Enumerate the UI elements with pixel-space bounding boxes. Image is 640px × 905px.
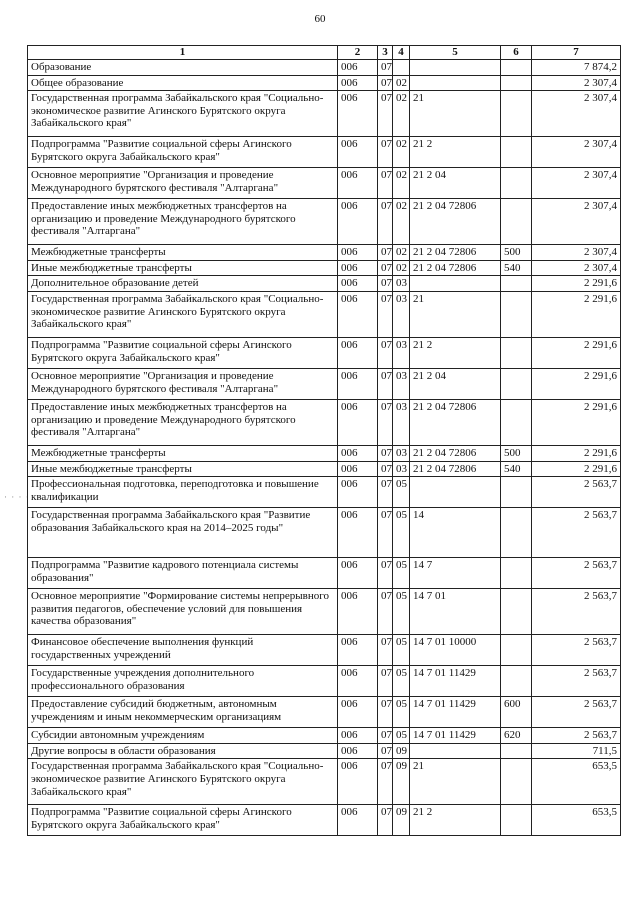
table-row xyxy=(28,137,621,168)
row-amount: 2 563,7 xyxy=(532,666,621,697)
row-code-4: 09 xyxy=(393,759,410,805)
row-name: Межбюджетные трансферты xyxy=(28,445,338,461)
row-code-5: 21 2 04 72806 xyxy=(410,461,501,477)
row-code-4: 05 xyxy=(393,697,410,728)
row-code-2: 006 xyxy=(338,759,378,805)
row-code-3: 07 xyxy=(378,728,393,744)
row-code-3: 07 xyxy=(378,91,393,137)
row-code-2: 006 xyxy=(338,399,378,445)
row-amount: 2 291,6 xyxy=(532,445,621,461)
row-code-5: 21 2 xyxy=(410,337,501,368)
row-code-2: 006 xyxy=(338,477,378,508)
row-amount: 2 563,7 xyxy=(532,558,621,589)
row-code-5 xyxy=(410,477,501,508)
row-code-6 xyxy=(501,91,532,137)
row-code-6 xyxy=(501,805,532,836)
row-code-4: 09 xyxy=(393,805,410,836)
row-amount: 653,5 xyxy=(532,805,621,836)
row-code-2: 006 xyxy=(338,508,378,558)
table-row xyxy=(28,260,621,276)
row-amount: 2 563,7 xyxy=(532,635,621,666)
row-code-4: 02 xyxy=(393,245,410,261)
row-code-2: 006 xyxy=(338,75,378,91)
row-code-4: 09 xyxy=(393,743,410,759)
row-code-5: 21 2 xyxy=(410,137,501,168)
table-row xyxy=(28,399,621,445)
row-code-3: 07 xyxy=(378,291,393,337)
row-code-5: 14 xyxy=(410,508,501,558)
table-row xyxy=(28,75,621,91)
row-code-4 xyxy=(393,60,410,76)
row-code-3: 07 xyxy=(378,697,393,728)
row-name: Финансовое обеспечение выполнения функций государственных учреждений xyxy=(28,635,338,666)
row-code-5 xyxy=(410,276,501,292)
row-code-3: 07 xyxy=(378,445,393,461)
margin-marks: · · · · xyxy=(4,492,30,502)
row-code-3: 07 xyxy=(378,558,393,589)
row-amount: 2 291,6 xyxy=(532,337,621,368)
col-header-2: 2 xyxy=(338,46,378,60)
row-code-5: 14 7 01 xyxy=(410,589,501,635)
table-row xyxy=(28,743,621,759)
table-row xyxy=(28,805,621,836)
row-amount: 2 291,6 xyxy=(532,276,621,292)
table-row xyxy=(28,337,621,368)
row-code-2: 006 xyxy=(338,589,378,635)
row-name: Предоставление иных межбюджетных трансфертов на организацию и проведение Международного бурятского фестиваля "Алтаргана" xyxy=(28,199,338,245)
row-name: Межбюджетные трансферты xyxy=(28,245,338,261)
row-code-6 xyxy=(501,276,532,292)
row-code-6 xyxy=(501,137,532,168)
row-code-6 xyxy=(501,508,532,558)
table-row xyxy=(28,477,621,508)
col-header-1: 1 xyxy=(28,46,338,60)
table-body xyxy=(28,60,621,836)
row-code-3: 07 xyxy=(378,260,393,276)
row-code-5: 21 xyxy=(410,291,501,337)
row-code-5: 21 2 04 72806 xyxy=(410,245,501,261)
row-code-6: 540 xyxy=(501,260,532,276)
row-amount: 2 307,4 xyxy=(532,245,621,261)
row-code-6 xyxy=(501,337,532,368)
row-code-3: 07 xyxy=(378,508,393,558)
row-code-4: 05 xyxy=(393,508,410,558)
row-amount: 2 563,7 xyxy=(532,508,621,558)
row-code-2: 006 xyxy=(338,60,378,76)
row-code-3: 07 xyxy=(378,759,393,805)
row-code-4: 03 xyxy=(393,445,410,461)
row-code-2: 006 xyxy=(338,743,378,759)
row-code-4: 02 xyxy=(393,260,410,276)
row-code-5 xyxy=(410,75,501,91)
col-header-7: 7 xyxy=(532,46,621,60)
row-code-2: 006 xyxy=(338,91,378,137)
row-code-5: 21 xyxy=(410,759,501,805)
table-row xyxy=(28,199,621,245)
row-amount: 7 874,2 xyxy=(532,60,621,76)
table-row xyxy=(28,558,621,589)
row-code-3: 07 xyxy=(378,461,393,477)
row-code-3: 07 xyxy=(378,743,393,759)
row-code-4: 05 xyxy=(393,589,410,635)
table-row xyxy=(28,60,621,76)
row-code-4: 02 xyxy=(393,199,410,245)
row-name: Профессиональная подготовка, переподготовка и повышение квалификации xyxy=(28,477,338,508)
row-code-6 xyxy=(501,666,532,697)
row-amount: 711,5 xyxy=(532,743,621,759)
row-code-5: 21 2 04 xyxy=(410,168,501,199)
row-amount: 2 291,6 xyxy=(532,399,621,445)
row-code-3: 07 xyxy=(378,75,393,91)
row-code-4: 05 xyxy=(393,666,410,697)
table-row xyxy=(28,635,621,666)
row-code-3: 07 xyxy=(378,368,393,399)
row-code-4: 03 xyxy=(393,461,410,477)
row-code-4: 05 xyxy=(393,728,410,744)
row-code-6 xyxy=(501,368,532,399)
table-row xyxy=(28,666,621,697)
row-code-5: 14 7 01 10000 xyxy=(410,635,501,666)
table-row xyxy=(28,759,621,805)
table-row xyxy=(28,445,621,461)
row-amount: 653,5 xyxy=(532,759,621,805)
row-amount: 2 307,4 xyxy=(532,137,621,168)
col-header-6: 6 xyxy=(501,46,532,60)
row-code-3: 07 xyxy=(378,137,393,168)
row-amount: 2 291,6 xyxy=(532,291,621,337)
table-row xyxy=(28,728,621,744)
row-name: Предоставление иных межбюджетных трансфертов на организацию и проведение Международного бурятского фестиваля "Алтаргана" xyxy=(28,399,338,445)
row-code-3: 07 xyxy=(378,635,393,666)
row-name: Государственная программа Забайкальского края "Социально-экономическое развитие Агинского Бурятского округа Забайкальского края" xyxy=(28,91,338,137)
row-amount: 2 307,4 xyxy=(532,75,621,91)
row-code-6 xyxy=(501,60,532,76)
row-code-4: 02 xyxy=(393,75,410,91)
row-code-6: 500 xyxy=(501,245,532,261)
table-row xyxy=(28,589,621,635)
row-code-6 xyxy=(501,743,532,759)
row-code-3: 07 xyxy=(378,399,393,445)
row-code-6 xyxy=(501,759,532,805)
row-code-4: 02 xyxy=(393,168,410,199)
row-code-2: 006 xyxy=(338,445,378,461)
row-code-5: 21 2 xyxy=(410,805,501,836)
row-name: Государственные учреждения дополнительного профессионального образования xyxy=(28,666,338,697)
row-code-4: 03 xyxy=(393,368,410,399)
row-code-6: 600 xyxy=(501,697,532,728)
row-name: Иные межбюджетные трансферты xyxy=(28,260,338,276)
row-amount: 2 307,4 xyxy=(532,168,621,199)
row-code-6 xyxy=(501,168,532,199)
row-amount: 2 563,7 xyxy=(532,728,621,744)
row-name: Подпрограмма "Развитие кадрового потенциала системы образования" xyxy=(28,558,338,589)
row-code-2: 006 xyxy=(338,291,378,337)
row-code-2: 006 xyxy=(338,337,378,368)
row-code-2: 006 xyxy=(338,260,378,276)
row-code-2: 006 xyxy=(338,697,378,728)
row-code-5: 14 7 01 11429 xyxy=(410,666,501,697)
row-code-5: 21 2 04 72806 xyxy=(410,445,501,461)
row-name: Основное мероприятие "Организация и проведение Международного бурятского фестиваля "Алтаргана" xyxy=(28,168,338,199)
row-code-3: 07 xyxy=(378,805,393,836)
row-code-6 xyxy=(501,589,532,635)
table-row xyxy=(28,368,621,399)
row-code-2: 006 xyxy=(338,635,378,666)
row-name: Общее образование xyxy=(28,75,338,91)
row-name: Подпрограмма "Развитие социальной сферы Агинского Бурятского округа Забайкальского края" xyxy=(28,805,338,836)
row-amount: 2 291,6 xyxy=(532,368,621,399)
row-name: Дополнительное образование детей xyxy=(28,276,338,292)
row-code-4: 02 xyxy=(393,91,410,137)
table-header-row xyxy=(28,46,621,60)
row-code-3: 07 xyxy=(378,337,393,368)
row-name: Образование xyxy=(28,60,338,76)
row-code-5: 21 2 04 72806 xyxy=(410,260,501,276)
row-code-4: 03 xyxy=(393,291,410,337)
row-code-4: 03 xyxy=(393,276,410,292)
row-name: Предоставление субсидий бюджетным, автономным учреждениям и иным некоммерческим организациям xyxy=(28,697,338,728)
row-code-3: 07 xyxy=(378,477,393,508)
row-code-5: 14 7 01 11429 xyxy=(410,728,501,744)
table-row xyxy=(28,461,621,477)
row-code-4: 03 xyxy=(393,337,410,368)
row-code-2: 006 xyxy=(338,558,378,589)
row-code-5: 14 7 xyxy=(410,558,501,589)
row-code-6: 620 xyxy=(501,728,532,744)
table-row xyxy=(28,291,621,337)
row-code-3: 07 xyxy=(378,60,393,76)
row-code-6 xyxy=(501,399,532,445)
row-amount: 2 307,4 xyxy=(532,91,621,137)
row-name: Государственная программа Забайкальского края "Социально-экономическое развитие Агинского Бурятского округа Забайкальского края" xyxy=(28,759,338,805)
row-code-6: 540 xyxy=(501,461,532,477)
row-name: Основное мероприятие "Организация и проведение Международного бурятского фестиваля "Алтаргана" xyxy=(28,368,338,399)
page-number: 60 xyxy=(314,13,326,25)
col-header-4: 4 xyxy=(393,46,410,60)
row-name: Подпрограмма "Развитие социальной сферы Агинского Бурятского округа Забайкальского края" xyxy=(28,337,338,368)
row-code-6 xyxy=(501,199,532,245)
row-code-2: 006 xyxy=(338,666,378,697)
row-name: Иные межбюджетные трансферты xyxy=(28,461,338,477)
budget-table xyxy=(27,45,621,836)
table-row xyxy=(28,508,621,558)
row-code-2: 006 xyxy=(338,368,378,399)
row-code-3: 07 xyxy=(378,589,393,635)
table-row xyxy=(28,168,621,199)
row-code-6 xyxy=(501,291,532,337)
table-row xyxy=(28,245,621,261)
row-name: Государственная программа Забайкальского края "Социально-экономическое развитие Агинского Бурятского округа Забайкальского края" xyxy=(28,291,338,337)
row-amount: 2 563,7 xyxy=(532,589,621,635)
row-code-5: 21 xyxy=(410,91,501,137)
row-code-6 xyxy=(501,635,532,666)
row-code-6: 500 xyxy=(501,445,532,461)
row-code-6 xyxy=(501,558,532,589)
row-code-3: 07 xyxy=(378,666,393,697)
row-name: Субсидии автономным учреждениям xyxy=(28,728,338,744)
row-amount: 2 307,4 xyxy=(532,260,621,276)
table-row xyxy=(28,697,621,728)
row-amount: 2 291,6 xyxy=(532,461,621,477)
row-code-6 xyxy=(501,75,532,91)
row-code-2: 006 xyxy=(338,461,378,477)
row-amount: 2 307,4 xyxy=(532,199,621,245)
row-code-5: 21 2 04 72806 xyxy=(410,399,501,445)
row-code-4: 05 xyxy=(393,477,410,508)
row-code-2: 006 xyxy=(338,805,378,836)
row-code-6 xyxy=(501,477,532,508)
row-code-3: 07 xyxy=(378,199,393,245)
row-name: Подпрограмма "Развитие социальной сферы Агинского Бурятского округа Забайкальского края" xyxy=(28,137,338,168)
row-name: Государственная программа Забайкальского края "Развитие образования Забайкальского края на 2014–2025 годы" xyxy=(28,508,338,558)
col-header-5: 5 xyxy=(410,46,501,60)
row-code-5 xyxy=(410,60,501,76)
row-code-5: 14 7 01 11429 xyxy=(410,697,501,728)
row-code-5 xyxy=(410,743,501,759)
row-code-4: 03 xyxy=(393,399,410,445)
row-code-4: 05 xyxy=(393,635,410,666)
row-code-5: 21 2 04 72806 xyxy=(410,199,501,245)
row-code-2: 006 xyxy=(338,245,378,261)
row-code-4: 05 xyxy=(393,558,410,589)
row-code-2: 006 xyxy=(338,137,378,168)
row-name: Основное мероприятие "Формирование системы непрерывного развития педагогов, обеспечение условий для повышения качества образования" xyxy=(28,589,338,635)
row-amount: 2 563,7 xyxy=(532,697,621,728)
row-code-4: 02 xyxy=(393,137,410,168)
row-code-2: 006 xyxy=(338,199,378,245)
row-code-2: 006 xyxy=(338,276,378,292)
row-code-2: 006 xyxy=(338,168,378,199)
row-code-3: 07 xyxy=(378,168,393,199)
row-code-2: 006 xyxy=(338,728,378,744)
row-code-3: 07 xyxy=(378,245,393,261)
row-amount: 2 563,7 xyxy=(532,477,621,508)
table-row xyxy=(28,91,621,137)
col-header-3: 3 xyxy=(378,46,393,60)
row-code-5: 21 2 04 xyxy=(410,368,501,399)
table-row xyxy=(28,276,621,292)
row-name: Другие вопросы в области образования xyxy=(28,743,338,759)
row-code-3: 07 xyxy=(378,276,393,292)
